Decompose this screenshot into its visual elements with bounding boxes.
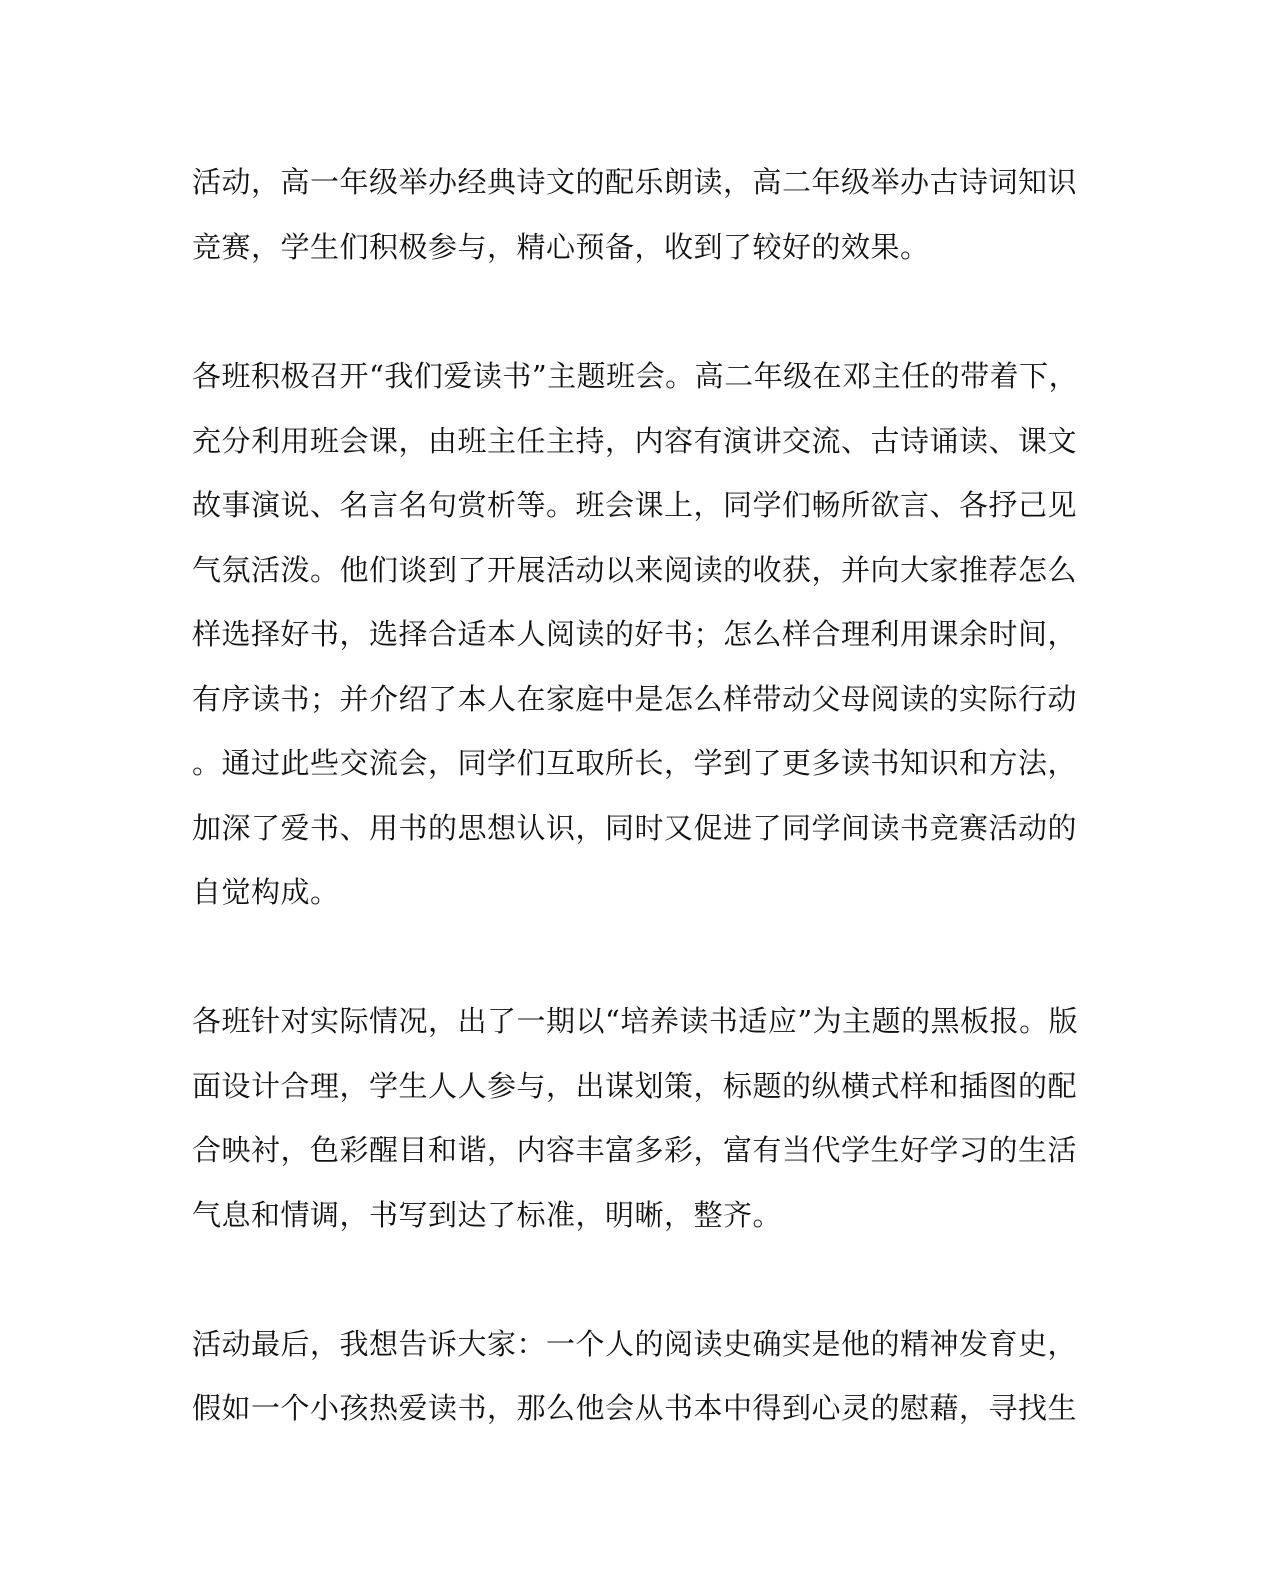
paragraph-3-line-2: 面设计合理，学生人人参与，出谋划策，标题的纵横式样和插图的配 (192, 1069, 1078, 1103)
paragraph-2-line-1: 各班积极召开“我们爱读书”主题班会。高二年级在邓主任的带着下， (192, 359, 1079, 393)
paragraph-4-line-1: 活动最后，我想告诉大家：一个人的阅读史确实是他的精神发育史， (192, 1327, 1078, 1361)
paragraph-3-line-1: 各班针对实际情况，出了一期以“培养读书适应”为主题的黑板报。版 (192, 1004, 1079, 1038)
paragraph-1-line-2: 竞赛，学生们积极参与，精心预备，收到了较好的效果。 (192, 230, 930, 264)
paragraph-3-line-3: 合映衬，色彩醒目和谐，内容丰富多彩，富有当代学生好学习的生活 (192, 1133, 1078, 1167)
paragraph-2-line-5: 样选择好书，选择合适本人阅读的好书；怎么样合理利用课余时间， (192, 617, 1078, 651)
paragraph-2-line-4: 气氛活泼。他们谈到了开展活动以来阅读的收获，并向大家推荐怎么 (192, 553, 1078, 587)
paragraph-1-line-1: 活动，高一年级举办经典诗文的配乐朗读，高二年级举办古诗词知识 (192, 165, 1078, 199)
paragraph-2-line-2: 充分利用班会课，由班主任主持，内容有演讲交流、古诗诵读、课文 (192, 424, 1078, 458)
paragraph-2-line-9: 自觉构成。 (192, 875, 340, 909)
paragraph-3-line-4: 气息和情调，书写到达了标准，明晰，整齐。 (192, 1198, 783, 1232)
paragraph-2-line-7: 。通过此些交流会，同学们互取所长，学到了更多读书知识和方法， (192, 746, 1078, 780)
paragraph-4-line-2: 假如一个小孩热爱读书，那么他会从书本中得到心灵的慰藉，寻找生 (192, 1391, 1078, 1425)
paragraph-2-line-6: 有序读书；并介绍了本人在家庭中是怎么样带动父母阅读的实际行动 (192, 682, 1078, 716)
paragraph-2-line-3: 故事演说、名言名句赏析等。班会课上，同学们畅所欲言、各抒己见 (192, 488, 1078, 522)
paragraph-2-line-8: 加深了爱书、用书的思想认识，同时又促进了同学间读书竞赛活动的 (192, 811, 1078, 845)
